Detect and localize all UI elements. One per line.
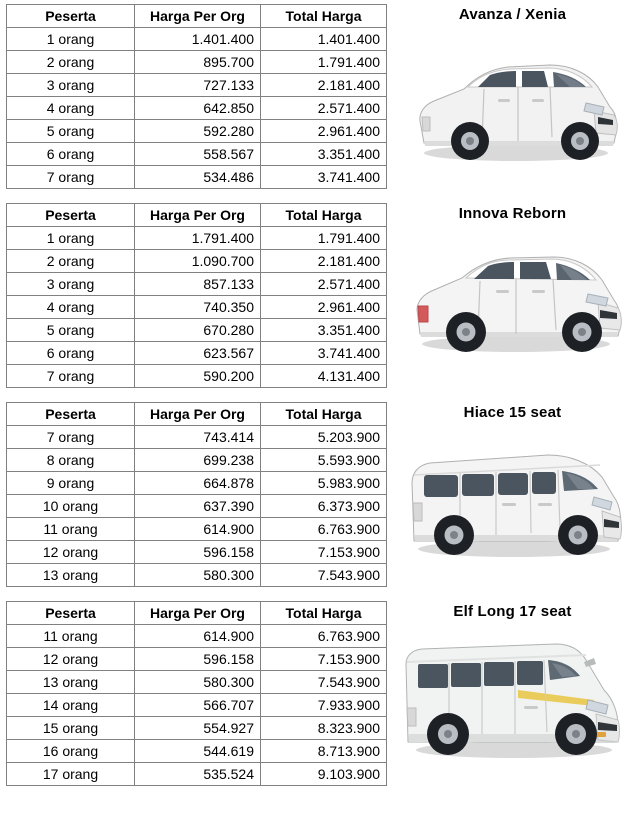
cell-peserta: 11 orang: [7, 518, 135, 541]
table-row: [7, 319, 387, 342]
mpv-car-photo: [398, 25, 628, 175]
table-row: [7, 541, 387, 564]
cell-total: 7.153.900: [261, 648, 387, 671]
cell-total: 6.763.900: [261, 625, 387, 648]
cell-total: 3.741.400: [261, 166, 387, 189]
cell-peserta: 6 orang: [7, 143, 135, 166]
cell-total: 6.763.900: [261, 518, 387, 541]
cell-harga: 740.350: [135, 296, 261, 319]
cell-total: 5.593.900: [261, 449, 387, 472]
vehicle-title: Hiace 15 seat: [463, 404, 562, 421]
vehicle-panel-hiace: [397, 402, 628, 573]
column-header-peserta: Peserta: [7, 204, 135, 227]
table-header-row: [7, 204, 387, 227]
cell-peserta: 5 orang: [7, 120, 135, 143]
cell-harga: 534.486: [135, 166, 261, 189]
cell-total: 7.543.900: [261, 564, 387, 587]
table-row: [7, 74, 387, 97]
cell-harga: 637.390: [135, 495, 261, 518]
cell-harga: 1.791.400: [135, 227, 261, 250]
column-header-harga-per-org: Harga Per Org: [135, 403, 261, 426]
table-row: [7, 51, 387, 74]
table-row: [7, 740, 387, 763]
cell-peserta: 13 orang: [7, 564, 135, 587]
cell-total: 2.961.400: [261, 296, 387, 319]
cell-peserta: 4 orang: [7, 296, 135, 319]
cell-peserta: 7 orang: [7, 166, 135, 189]
cell-harga: 1.401.400: [135, 28, 261, 51]
table-row: [7, 166, 387, 189]
cell-total: 8.323.900: [261, 717, 387, 740]
table-row: [7, 495, 387, 518]
table-row: [7, 97, 387, 120]
cell-peserta: 16 orang: [7, 740, 135, 763]
table-row: [7, 564, 387, 587]
cell-peserta: 6 orang: [7, 342, 135, 365]
vehicle-title: Avanza / Xenia: [458, 6, 567, 23]
cell-harga: 614.900: [135, 625, 261, 648]
column-header-harga-per-org: Harga Per Org: [135, 204, 261, 227]
cell-harga: 664.878: [135, 472, 261, 495]
vehicle-panel-avanza: [397, 4, 628, 175]
price-block-innova: [6, 203, 628, 388]
table-row: [7, 472, 387, 495]
table-header-row: [7, 403, 387, 426]
cell-harga: 590.200: [135, 365, 261, 388]
cell-peserta: 1 orang: [7, 227, 135, 250]
cell-harga: 580.300: [135, 671, 261, 694]
cell-total: 1.791.400: [261, 51, 387, 74]
price-block-elf: [6, 601, 628, 786]
cell-harga: 670.280: [135, 319, 261, 342]
cell-total: 7.543.900: [261, 671, 387, 694]
vehicle-title: Innova Reborn: [458, 205, 567, 222]
price-table-elf: [6, 601, 387, 786]
column-header-peserta: Peserta: [7, 5, 135, 28]
cell-peserta: 9 orang: [7, 472, 135, 495]
cell-harga: 558.567: [135, 143, 261, 166]
cell-harga: 566.707: [135, 694, 261, 717]
table-row: [7, 250, 387, 273]
cell-total: 7.933.900: [261, 694, 387, 717]
cell-harga: 642.850: [135, 97, 261, 120]
cell-harga: 544.619: [135, 740, 261, 763]
column-header-total-harga: Total Harga: [261, 204, 387, 227]
table-row: [7, 273, 387, 296]
table-row: [7, 120, 387, 143]
cell-harga: 592.280: [135, 120, 261, 143]
cell-peserta: 3 orang: [7, 273, 135, 296]
price-block-hiace: [6, 402, 628, 587]
table-row: [7, 28, 387, 51]
cell-peserta: 13 orang: [7, 671, 135, 694]
cell-total: 1.791.400: [261, 227, 387, 250]
cell-total: 3.351.400: [261, 143, 387, 166]
cell-harga: 727.133: [135, 74, 261, 97]
vehicle-panel-elf: [397, 601, 628, 772]
price-table-avanza: [6, 4, 387, 189]
microbus-photo: [398, 622, 628, 772]
table-row: [7, 227, 387, 250]
cell-peserta: 3 orang: [7, 74, 135, 97]
table-row: [7, 625, 387, 648]
cell-total: 7.153.900: [261, 541, 387, 564]
cell-total: 2.571.400: [261, 273, 387, 296]
mpv-car-photo: [398, 224, 628, 364]
price-table-innova: [6, 203, 387, 388]
cell-total: 8.713.900: [261, 740, 387, 763]
cell-peserta: 10 orang: [7, 495, 135, 518]
column-header-harga-per-org: Harga Per Org: [135, 5, 261, 28]
cell-peserta: 7 orang: [7, 426, 135, 449]
cell-harga: 596.158: [135, 648, 261, 671]
cell-total: 4.131.400: [261, 365, 387, 388]
table-row: [7, 296, 387, 319]
cell-harga: 535.524: [135, 763, 261, 786]
cell-peserta: 4 orang: [7, 97, 135, 120]
cell-total: 2.181.400: [261, 74, 387, 97]
cell-peserta: 2 orang: [7, 250, 135, 273]
cell-peserta: 12 orang: [7, 648, 135, 671]
table-row: [7, 365, 387, 388]
cell-peserta: 11 orang: [7, 625, 135, 648]
table-row: [7, 342, 387, 365]
cell-peserta: 1 orang: [7, 28, 135, 51]
table-row: [7, 763, 387, 786]
table-header-row: [7, 5, 387, 28]
minibus-photo: [398, 423, 628, 573]
column-header-total-harga: Total Harga: [261, 5, 387, 28]
column-header-total-harga: Total Harga: [261, 403, 387, 426]
cell-peserta: 5 orang: [7, 319, 135, 342]
cell-harga: 857.133: [135, 273, 261, 296]
price-table-hiace: [6, 402, 387, 587]
cell-total: 2.961.400: [261, 120, 387, 143]
column-header-peserta: Peserta: [7, 602, 135, 625]
cell-harga: 596.158: [135, 541, 261, 564]
cell-harga: 614.900: [135, 518, 261, 541]
table-row: [7, 426, 387, 449]
cell-total: 5.203.900: [261, 426, 387, 449]
cell-harga: 554.927: [135, 717, 261, 740]
cell-harga: 895.700: [135, 51, 261, 74]
cell-total: 3.351.400: [261, 319, 387, 342]
cell-peserta: 8 orang: [7, 449, 135, 472]
cell-total: 5.983.900: [261, 472, 387, 495]
cell-total: 2.571.400: [261, 97, 387, 120]
table-row: [7, 648, 387, 671]
cell-harga: 623.567: [135, 342, 261, 365]
cell-peserta: 2 orang: [7, 51, 135, 74]
table-row: [7, 449, 387, 472]
vehicle-panel-innova: [397, 203, 628, 364]
price-block-avanza: [6, 4, 628, 189]
table-row: [7, 717, 387, 740]
table-row: [7, 518, 387, 541]
column-header-total-harga: Total Harga: [261, 602, 387, 625]
vehicle-title: Elf Long 17 seat: [453, 603, 572, 620]
cell-peserta: 15 orang: [7, 717, 135, 740]
cell-harga: 580.300: [135, 564, 261, 587]
cell-peserta: 17 orang: [7, 763, 135, 786]
cell-total: 6.373.900: [261, 495, 387, 518]
cell-peserta: 12 orang: [7, 541, 135, 564]
cell-harga: 1.090.700: [135, 250, 261, 273]
cell-total: 9.103.900: [261, 763, 387, 786]
table-header-row: [7, 602, 387, 625]
cell-harga: 699.238: [135, 449, 261, 472]
table-row: [7, 694, 387, 717]
table-row: [7, 671, 387, 694]
cell-total: 2.181.400: [261, 250, 387, 273]
column-header-harga-per-org: Harga Per Org: [135, 602, 261, 625]
column-header-peserta: Peserta: [7, 403, 135, 426]
cell-harga: 743.414: [135, 426, 261, 449]
cell-peserta: 7 orang: [7, 365, 135, 388]
cell-peserta: 14 orang: [7, 694, 135, 717]
cell-total: 1.401.400: [261, 28, 387, 51]
table-row: [7, 143, 387, 166]
cell-total: 3.741.400: [261, 342, 387, 365]
